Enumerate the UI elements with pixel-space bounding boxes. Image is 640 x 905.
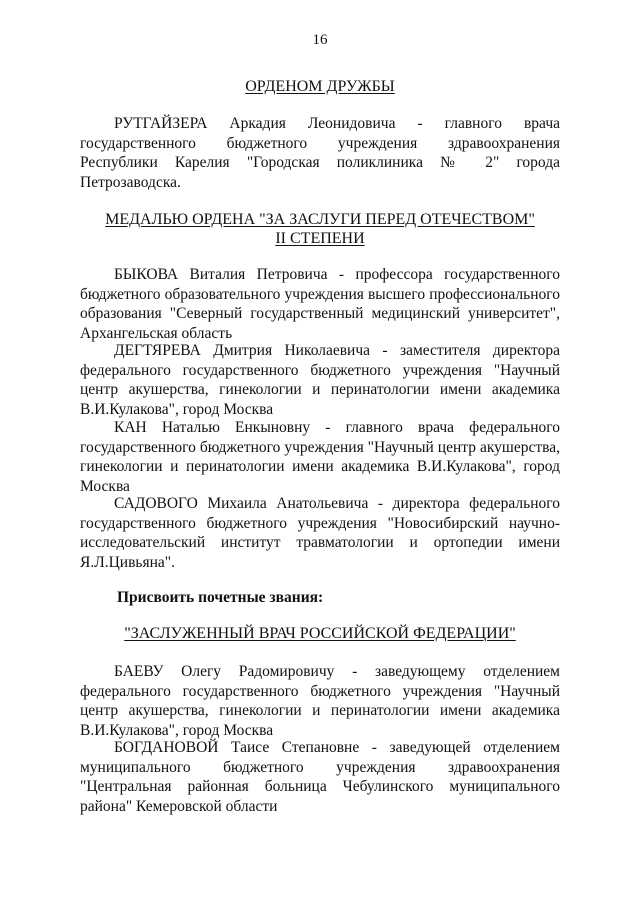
section-heading-medal-line2: II СТЕПЕНИ (275, 230, 365, 247)
award-entry: КАН Наталью Енкыновну - главного врача федерального государственного бюджетного учреждения "Научный центр акушерства, гинекологии и перинатологии имени академика В.И.Кулакова", город Москва (80, 419, 560, 495)
section-heading-order-of-friendship: ОРДЕНОМ ДРУЖБЫ (245, 78, 395, 95)
page-number: 16 (312, 32, 328, 48)
assign-titles-line: Присвоить почетные звания: (117, 589, 324, 606)
award-entry: РУТГАЙЗЕРА Аркадия Леонидовича - главного врача государственного бюджетного учреждения здравоохранения Республики Карелия "Городская поликлиника № 2" города Петрозаводска. (80, 115, 560, 191)
section-heading-honored-doctor: "ЗАСЛУЖЕННЫЙ ВРАЧ РОССИЙСКОЙ ФЕДЕРАЦИИ" (124, 625, 516, 642)
section-heading-medal-line1: МЕДАЛЬЮ ОРДЕНА "ЗА ЗАСЛУГИ ПЕРЕД ОТЕЧЕСТВОМ" (105, 211, 535, 228)
award-entry: ДЕГТЯРЕВА Дмитрия Николаевича - заместителя директора федерального государственного бюджетного учреждения "Научный центр акушерства, гинекологии и перинатологии имени академика В.И.Кулакова", город Москва (80, 342, 560, 418)
award-entry: БЫКОВА Виталия Петровича - профессора государственного бюджетного образовательного учреждения высшего профессионального образования "Северный государственный медицинский университет", Архангельская область (80, 266, 560, 342)
award-entry: САДОВОГО Михаила Анатольевича - директора федерального государственного бюджетного учреждения "Новосибирский научно-исследовательский институт травматологии и ортопедии имени Я.Л.Цивьяна". (80, 495, 560, 571)
award-entry: БАЕВУ Олегу Радомировичу - заведующему отделением федерального государственного бюджетного учреждения "Научный центр акушерства, гинекологии и перинатологии имени академика В.И.Кулакова", город Москва (80, 663, 560, 739)
award-entry: БОГДАНОВОЙ Таисе Степановне - заведующей отделением муниципального бюджетного учреждения здравоохранения "Центральная районная больница Чебулинского муниципального района" Кемеровской области (80, 739, 560, 815)
